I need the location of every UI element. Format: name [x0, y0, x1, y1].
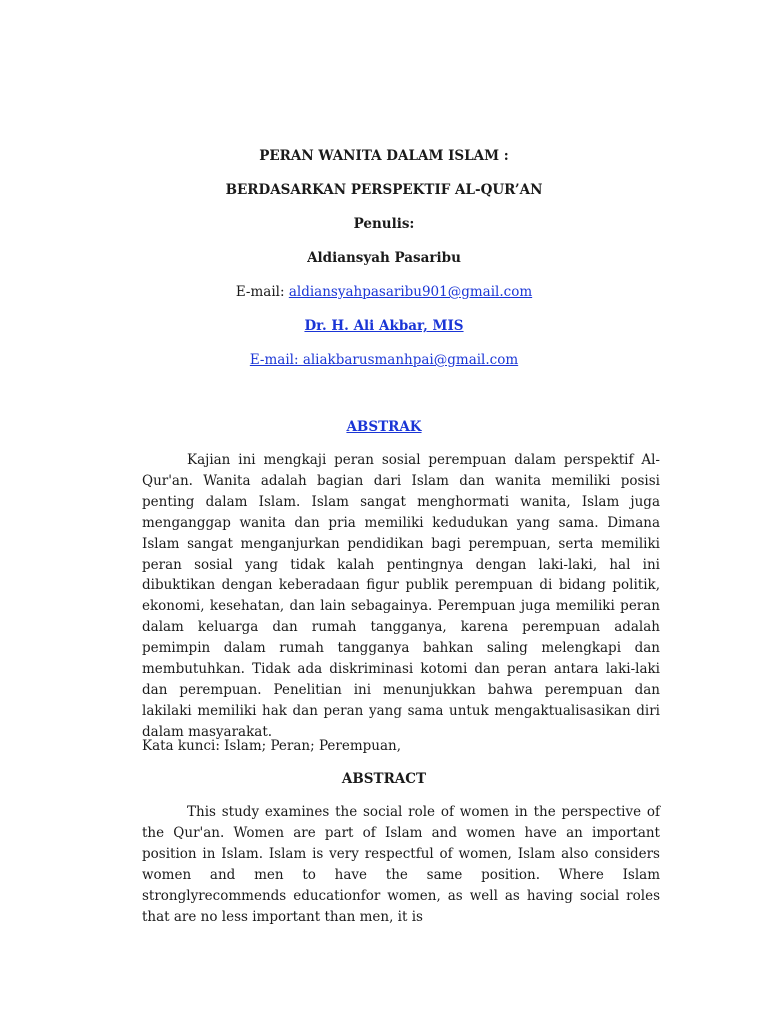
abstract-heading: ABSTRACT [341, 771, 427, 787]
abstrak-body: Kajian ini mengkaji peran sosial perempuan dalam perspektif Al-Qur'an. Wanita adalah bagian dari Islam dan wanita memiliki posisi penting dalam Islam. Islam sangat menghormati wanita, Islam juga menganggap wanita dan pria memiliki kedudukan yang sama. Dimana Islam sangat menganjurkan pendidikan bagi perempuan, serta memiliki peran sosial yang tidak kalah pentingnya dengan laki-laki, hal ini dibuktikan dengan keberadaan figur publik perempuan di bidang politik, ekonomi, kesehatan, dan lain sebagainya. Perempuan juga memiliki peran dalam keluarga dan rumah tangganya, karena perempuan adalah pemimpin dalam rumah tangganya bahkan saling melengkapi dan membutuhkan. Tidak ada diskriminasi kotomi dan peran antara laki-laki dan perempuan. Penelitian ini menunjukkan bahwa perempuan dan lakilaki memiliki hak dan peran yang sama untuk mengaktualisasikan diri dalam masyarakat. [142, 452, 660, 740]
author-1-email-link[interactable]: aldiansyahpasaribu901@gmail.com [288, 284, 533, 300]
author-2-name-line [0, 317, 768, 335]
abstrak-heading-link[interactable]: ABSTRAK [346, 419, 422, 435]
keywords: Kata kunci: Islam; Peran; Perempuan, [142, 738, 402, 754]
author-2-name-link[interactable]: Dr. H. Ali Akbar, MIS [304, 318, 464, 334]
author-1-email-line [0, 283, 768, 301]
author-2-email-link[interactable]: E-mail: aliakbarusmanhpai@gmail.com [249, 352, 519, 368]
author-1-email-label: E-mail: [235, 284, 289, 300]
author-2-email-line [0, 351, 768, 369]
abstract-body: This study examines the social role of women in the perspective of the Qur'an. Women are part of Islam and women have an important position in Islam. Islam is very respectful of women, Islam also considers women and men to have the same position. Where Islam stronglyrecommends educationfor women, as well as having social roles that are no less important than men, it is [142, 804, 660, 925]
author-1-name: Aldiansyah Pasaribu [307, 250, 461, 266]
title-line-2: BERDASARKAN PERSPEKTIF AL-QUR’AN [225, 182, 543, 198]
title-line-1: PERAN WANITA DALAM ISLAM : [259, 148, 509, 164]
writer-label: Penulis: [353, 216, 415, 232]
abstrak-heading-line [0, 418, 768, 436]
